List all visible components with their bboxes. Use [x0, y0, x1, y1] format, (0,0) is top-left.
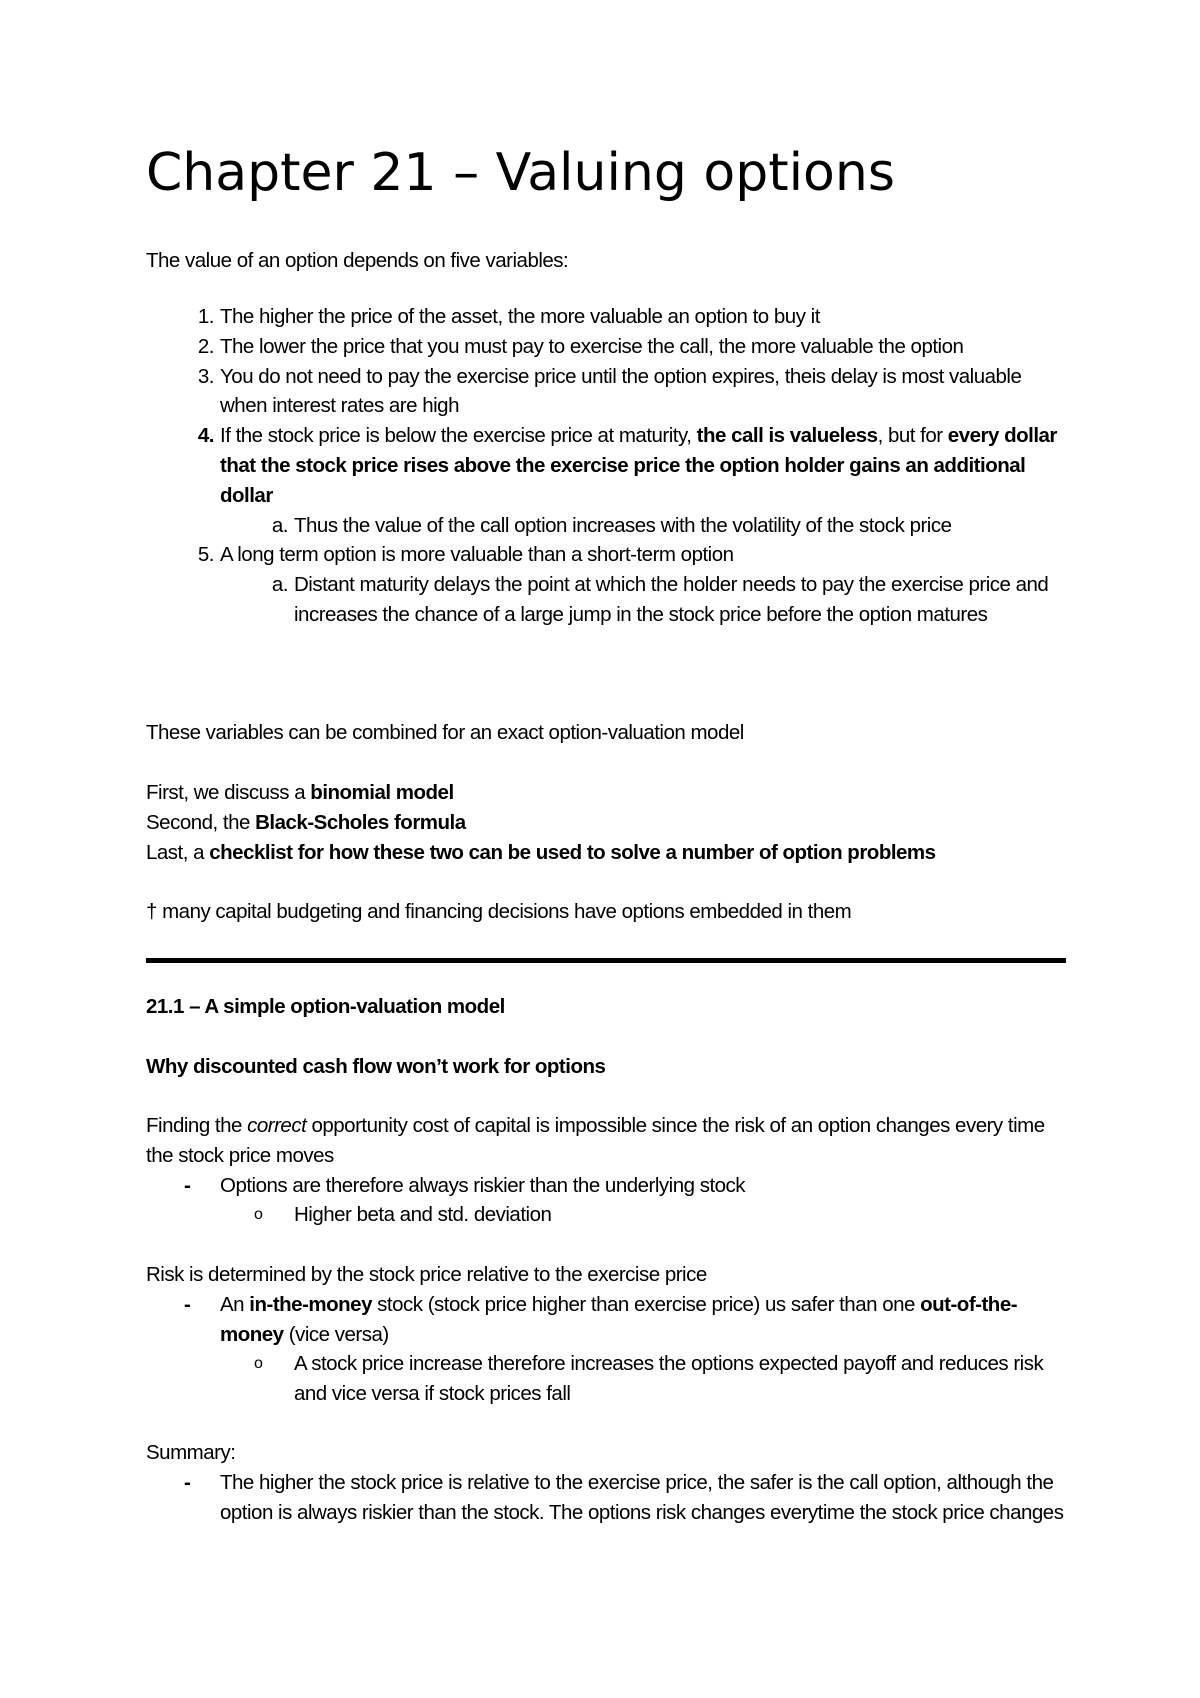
- section-subheading: Why discounted cash flow won’t work for options: [146, 1055, 606, 1078]
- plan-line: Last, a checklist for how these two can be used to solve a number of option problems: [146, 840, 936, 864]
- list-item: 5. A long term option is more valuable than a short-term option: [197, 543, 734, 567]
- list-item: 3. You do not need to pay the exercise price until the option expires, theis delay is most valuable when interest rates are high: [197, 364, 1022, 418]
- plan-line: First, we discuss a binomial model: [146, 781, 454, 804]
- sub-bullet-item: o Higher beta and std. deviation: [254, 1203, 552, 1227]
- plan-list: [146, 778, 1066, 867]
- summary-label: Summary:: [146, 1441, 236, 1464]
- sub-list-item: a. Thus the value of the call option increases with the volatility of the stock price: [271, 513, 952, 537]
- plan-line: Second, the Black-Scholes formula: [146, 810, 466, 834]
- intro-text: The value of an option depends on five variables:: [146, 249, 569, 272]
- footnote-text: † many capital budgeting and financing decisions have options embedded in them: [146, 900, 852, 923]
- section-heading: 21.1 – A simple option-valuation model: [146, 995, 505, 1018]
- bullet-item: - Options are therefore always riskier than the underlying stock: [184, 1173, 746, 1197]
- list-item: 2. The lower the price that you must pay to exercise the call, the more valuable the option: [197, 334, 964, 358]
- combined-text: These variables can be combined for an exact option-valuation model: [146, 721, 744, 744]
- dcf-paragraph: Finding the correct opportunity cost of capital is impossible since the risk of an option changes every time the stock price moves - Options are therefore always riskier than the underlying stock o Higher beta and std. deviation: [146, 1111, 1066, 1230]
- list-item: 1. The higher the price of the asset, the more valuable an option to buy it: [197, 305, 820, 328]
- risk-paragraph: Risk is determined by the stock price relative to the exercise price - An in-the-money stock (stock price higher than exercise price) us safer than one out-of-the-money (vice versa) o A stock price increase therefore increases the options expected payoff and reduces risk and vice versa if stock prices fall: [146, 1260, 1066, 1409]
- sub-list-item: a. Distant maturity delays the point at which the holder needs to pay the exercise price and increases the chance of a large jump in the stock price before the option matures: [271, 573, 1049, 626]
- list-item: 4. If the stock price is below the exercise price at maturity, the call is valueless, but for every dollar that the stock price rises above the exercise price the option holder gains an additional dollar: [197, 424, 1057, 507]
- variables-list: [146, 302, 1066, 630]
- summary-block: [146, 1438, 1066, 1527]
- sub-bullet-item: o A stock price increase therefore increases the options expected payoff and reduces risk and vice versa if stock prices fall: [254, 1352, 1044, 1406]
- bullet-item: - An in-the-money stock (stock price higher than exercise price) us safer than one out-of-the-money (vice versa): [184, 1292, 1018, 1346]
- section-divider: [146, 958, 1066, 963]
- bullet-item: - The higher the stock price is relative to the exercise price, the safer is the call option, although the option is always riskier than the stock. The options risk changes everytime the stock price changes: [184, 1470, 1064, 1524]
- page-title: Chapter 21 – Valuing options: [146, 143, 895, 203]
